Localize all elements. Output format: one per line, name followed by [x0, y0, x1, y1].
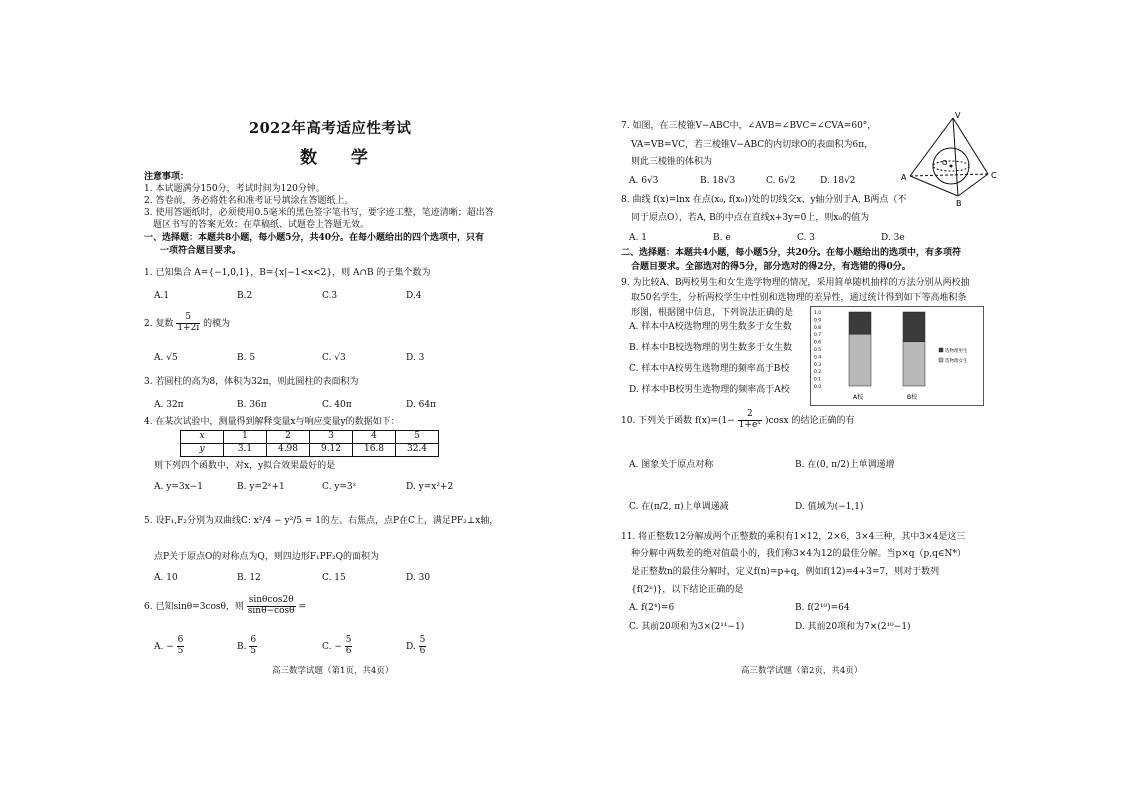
- option-denominator: 6: [419, 645, 426, 656]
- question-10-option: A. 图象关于原点对称: [629, 460, 714, 470]
- y-tick-label: 1.0: [814, 311, 822, 316]
- page-footer: 高三数学试题（第2页，共4页）: [741, 666, 863, 676]
- question-3-stem: 3. 若圆柱的高为8，体积为32π，则此圆柱的表面积为: [144, 377, 359, 387]
- question-2-option: B. 5: [237, 353, 256, 363]
- q6-prefix: 6. 已知sinθ=3cosθ，则: [144, 601, 244, 612]
- question-6-option: [322, 636, 352, 657]
- q6-denominator: sinθ−cosθ: [247, 605, 295, 616]
- y-tick-label: 0.0: [814, 385, 822, 390]
- question-1-option: B.2: [237, 291, 253, 301]
- table-header-cell: x: [181, 431, 224, 444]
- question-4-option: C. y=3ˣ: [322, 482, 357, 492]
- option-denominator: 5: [177, 645, 184, 656]
- section-heading: 一项符合题目要求。: [160, 246, 242, 256]
- notice-line: 题区书写的答案无效；在草稿纸、试题卷上答题无效。: [153, 220, 370, 230]
- question-7-option: B. 18√3: [700, 176, 736, 186]
- q2-suffix: 的模为: [203, 318, 231, 329]
- stacked-bar-chart: [810, 306, 984, 406]
- q2-denominator: 1+2i: [177, 322, 200, 333]
- option-numerator: 6: [250, 635, 257, 645]
- question-8-option: A. 1: [629, 233, 647, 243]
- option-sign: −: [334, 641, 342, 652]
- question-6-stem: [144, 596, 306, 617]
- section-heading: 合题目要求。全部选对的得5分，部分选对的得2分，有选错的得0分。: [631, 262, 911, 272]
- table-cell: 2: [267, 431, 310, 444]
- option-denominator: 6: [345, 645, 352, 656]
- question-5-option: B. 12: [237, 573, 261, 583]
- question-4-option: D. y=x²+2: [406, 482, 454, 492]
- question-6-option: [237, 636, 257, 657]
- table-cell: 3.1: [224, 444, 267, 457]
- option-denominator: 5: [250, 645, 257, 656]
- question-10-option: D. 值域为(−1,1): [795, 502, 864, 512]
- notice-line: 1. 本试题满分150分，考试时间为120分钟。: [144, 184, 325, 194]
- question-9-option: C. 样本中A校男生选物理的频率高于B校: [629, 364, 790, 374]
- q6-numerator: sinθcos2θ: [248, 595, 294, 605]
- question-1-option: C.3: [322, 291, 338, 301]
- question-6-option: [154, 636, 184, 657]
- label-b: B: [956, 199, 962, 208]
- option-fraction: [249, 636, 257, 657]
- question-11-option: A. f(2⁴)=6: [629, 603, 675, 613]
- question-9-option: A. 样本中A校选物理的男生数多于女生数: [629, 322, 792, 332]
- legend-swatch: [939, 348, 943, 352]
- question-5-stem: 5. 设F₁,F₂分别为双曲线C: x²/4 − y²/5 = 1的左、右焦点，点P在C上，满足PF₂⊥x轴，: [144, 516, 499, 526]
- tetrahedron-figure: [898, 110, 1008, 210]
- option-label: B.: [237, 641, 247, 652]
- legend-label: 选物理女生: [945, 359, 968, 364]
- table-cell: 3: [310, 431, 353, 444]
- table-cell: 1: [224, 431, 267, 444]
- question-2-stem: [144, 313, 230, 334]
- q2-prefix: 2. 复数: [144, 318, 174, 329]
- option-sign: −: [166, 641, 174, 652]
- table-cell: 32.4: [396, 444, 439, 457]
- question-7-line: 7. 如图，在三棱锥V−ABC中，∠AVB=∠BVC=∠CVA=60°，: [621, 121, 877, 131]
- question-5-stem2: 点P关于原点O的对称点为Q，则四边形F₁PF₂Q的面积为: [154, 552, 379, 562]
- question-11-line: 11. 将正整数12分解成两个正整数的乘积有1×12，2×6，3×4三种，其中3×4是这三: [621, 532, 966, 542]
- edge-vb: [953, 118, 958, 196]
- notice-line: 2. 答卷前，务必将姓名和准考证号填涂在答题纸上。: [144, 196, 354, 206]
- notice-line: 3. 使用答题纸时，必须使用0.5毫米的黑色签字笔书写，要字迹工整，笔迹清晰；超出答: [144, 208, 494, 218]
- section-heading: 一、选择题：本题共8小题，每小题5分，共40分。在每小题给出的四个选项中，只有: [144, 233, 485, 243]
- question-5-option: A. 10: [154, 573, 178, 583]
- question-7-line: VA=VB=VC，若三棱锥V−ABC的内切球O的表面积为6π，: [631, 140, 874, 150]
- data-table: [180, 430, 439, 457]
- question-8-line: 同于原点O），若A, B的中点在直线x+3y=0上，则x₀的值为: [631, 213, 870, 223]
- legend-label: 选物理男生: [945, 349, 968, 354]
- question-9-option: D. 样本中B校男生选物理的频率高于A校: [629, 385, 790, 395]
- question-9-line: 取50名学生，分析两校学生中性别和选物理的差异性，通过统计得到如下等高堆积条: [631, 293, 967, 303]
- y-tick-label: 0.2: [814, 370, 822, 376]
- table-cell: 4.98: [267, 444, 310, 457]
- question-2-option: C. √3: [322, 353, 346, 363]
- option-numerator: 5: [345, 635, 352, 645]
- edge-bc: [958, 174, 988, 196]
- bar-segment-male: [849, 312, 871, 334]
- question-4-tail: 则下列四个函数中，对x，y拟合效果最好的是: [154, 461, 336, 471]
- question-11-option: B. f(2¹⁰)=64: [795, 603, 850, 613]
- question-8-line: 8. 曲线 f(x)=lnx 在点(x₀, f(x₀))处的切线交x、y轴分别于A, B两点（不: [621, 195, 907, 205]
- question-7-option: A. 6√3: [629, 176, 659, 186]
- y-tick-label: 0.5: [814, 348, 822, 353]
- edge-va: [910, 118, 953, 176]
- table-cell: 4: [353, 431, 396, 444]
- q6-fraction: [247, 596, 296, 617]
- question-5-option: C. 15: [322, 573, 346, 583]
- edge-ab: [910, 176, 958, 196]
- option-fraction: [177, 636, 185, 657]
- question-7-option: D. 18√2: [820, 176, 856, 186]
- bar-segment-female: [849, 334, 871, 386]
- question-8-option: B. e: [713, 233, 731, 243]
- table-cell: 5: [396, 431, 439, 444]
- y-tick-label: 0.7: [814, 333, 822, 339]
- label-v: V: [955, 111, 961, 120]
- q10-fraction: [738, 410, 762, 431]
- question-11-option: D. 其前20项和为7×(2¹⁰−1): [795, 622, 911, 632]
- page-footer: 高三数学试题（第1页，共4页）: [272, 666, 394, 676]
- q2-numerator: 5: [176, 313, 200, 324]
- question-2-option: A. √5: [154, 353, 178, 363]
- bar-segment-male: [903, 312, 925, 342]
- sphere-center: [950, 165, 953, 168]
- question-5-option: D. 30: [406, 573, 431, 583]
- option-label: A.: [154, 641, 164, 652]
- question-7-option: C. 6√2: [766, 176, 796, 186]
- legend-swatch: [939, 358, 943, 362]
- question-8-option: C. 3: [797, 233, 816, 243]
- question-11-line: 是正整数n的最佳分解时，定义f(n)=p+q，例如f(12)=4+3=7，则对于数列: [631, 567, 940, 577]
- question-4-stem: 4. 在某次试验中，测量得到解释变量x与响应变量y的数据如下：: [144, 417, 400, 427]
- question-4-option: B. y=2ˣ+1: [237, 482, 285, 492]
- y-tick-label: 0.4: [814, 355, 822, 361]
- question-11-line: 种分解中两数差的绝对值最小的，我们称3×4为12的最佳分解。当p×q（p,q∈N*）: [631, 549, 966, 559]
- question-7-line: 则此三棱锥的体积为: [631, 157, 713, 167]
- option-numerator: 6: [177, 635, 184, 645]
- question-11-option: C. 其前20项和为3×(2¹¹−1): [629, 622, 745, 632]
- edge-vc: [953, 118, 988, 174]
- exam-title: 2022年高考适应性考试: [249, 120, 412, 137]
- section-heading: 二、选择题：本题共4小题，每小题5分，共20分。在每小题给出的选项中，有多项符: [621, 248, 962, 258]
- label-o: O: [942, 159, 948, 167]
- y-tick-label: 0.6: [814, 340, 822, 346]
- option-numerator: 5: [419, 635, 426, 645]
- q2-fraction: [176, 313, 200, 334]
- option-label: C.: [322, 641, 332, 652]
- y-tick-label: 0.1: [814, 377, 822, 383]
- question-1-option: D.4: [406, 291, 422, 301]
- question-8-option: D. 3e: [881, 233, 905, 243]
- question-1-stem: 1. 已知集合 A={−1,0,1}，B={x|−1<x<2}，则 A∩B 的子集个数为: [144, 268, 431, 278]
- question-9-line: 9. 为比较A、B两校男生和女生选学物理的情况，采用简单随机抽样的方法分别从两校抽: [621, 278, 970, 288]
- question-1-option: A.1: [154, 291, 170, 301]
- edge-ac: [910, 174, 988, 176]
- bar-segment-female: [903, 342, 925, 386]
- category-label: B校: [907, 394, 918, 401]
- category-label: A校: [853, 394, 864, 401]
- question-4-option: A. y=3x−1: [154, 482, 203, 492]
- q6-suffix: =: [298, 601, 306, 612]
- table-cell: 16.8: [353, 444, 396, 457]
- table-cell: 9.12: [310, 444, 353, 457]
- subject-title: 数 学: [300, 148, 382, 168]
- question-10-option: C. 在(π/2, π)上单调递减: [629, 502, 729, 512]
- option-label: D.: [406, 641, 416, 652]
- y-tick-label: 0.9: [814, 318, 822, 324]
- question-3-option: C. 40π: [322, 400, 352, 410]
- table-row: [181, 431, 439, 444]
- option-fraction: [419, 636, 427, 657]
- question-9-line: 形图，根据图中信息，下列说法正确的是: [631, 308, 794, 318]
- label-a: A: [901, 173, 907, 182]
- table-row: [181, 444, 439, 457]
- question-9-option: B. 样本中B校选物理的男生数多于女生数: [629, 343, 792, 353]
- question-3-option: A. 32π: [154, 400, 184, 410]
- q10-suffix: )cosx 的结论正确的有: [764, 415, 855, 426]
- notice-heading: 注意事项：: [144, 172, 190, 182]
- y-tick-label: 0.8: [814, 325, 822, 331]
- table-header-cell: y: [181, 444, 224, 457]
- question-11-line: {f(2ⁿ)}，以下结论正确的是: [631, 585, 744, 595]
- question-3-option: D. 64π: [406, 400, 436, 410]
- q10-prefix: 10. 下列关于函数 f(x)=(1−: [621, 415, 735, 426]
- question-2-option: D. 3: [406, 353, 425, 363]
- option-fraction: [345, 636, 353, 657]
- question-10-stem: [621, 410, 855, 431]
- question-3-option: B. 36π: [237, 400, 267, 410]
- y-tick-label: 0.3: [814, 362, 822, 368]
- q10-denominator: 1+eˣ: [738, 419, 762, 430]
- question-10-option: B. 在(0, π/2)上单调递增: [795, 460, 895, 470]
- label-c: C: [991, 171, 997, 180]
- question-6-option: [406, 636, 426, 657]
- q10-numerator: 2: [738, 410, 762, 421]
